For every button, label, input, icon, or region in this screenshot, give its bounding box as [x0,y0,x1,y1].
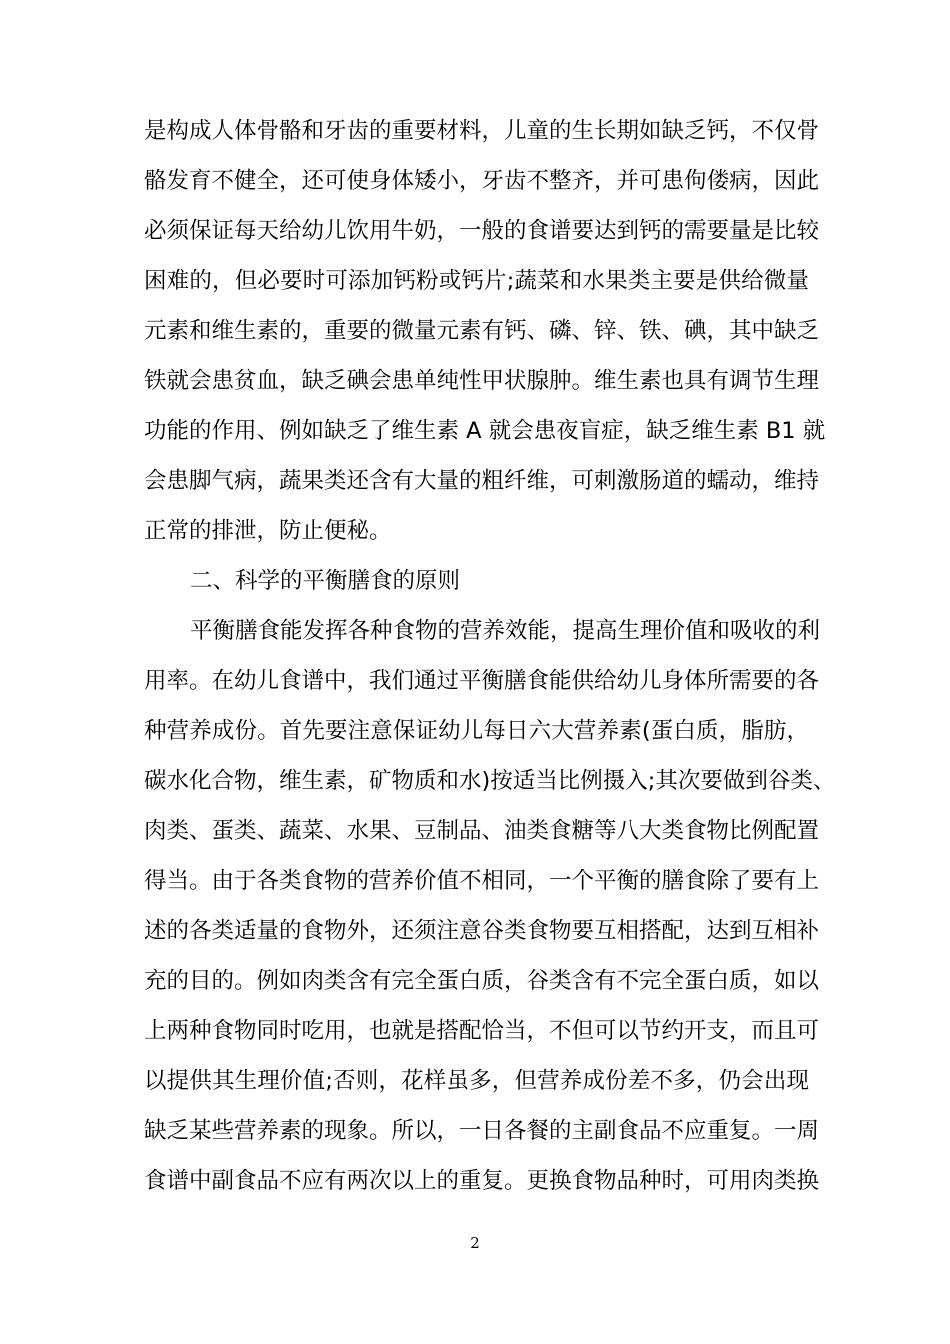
body-text-line: 平衡膳食能发挥各种食物的营养效能，提高生理价值和吸收的利 [190,618,821,644]
body-text-line: 元素和维生素的，重要的微量元素有钙、磷、锌、铁、碘，其中缺乏 [144,318,820,344]
body-text-line: 以提供其生理价值;否则，花样虽多，但营养成份差不多，仍会出现 [144,1068,809,1094]
body-text-line: 必须保证每天给幼儿饮用牛奶，一般的食谱要达到钙的需要量是比较 [144,218,820,244]
body-text-line: 述的各类适量的食物外，还须注意谷类食物要互相搭配，达到互相补 [144,918,820,944]
body-text-line: 上两种食物同时吃用，也就是搭配恰当，不但可以节约开支，而且可 [144,1018,820,1044]
body-text-line: 铁就会患贫血，缺乏碘会患单纯性甲状腺肿。维生素也具有调节生理 [144,368,820,394]
body-text-line: 碳水化合物，维生素，矿物质和水)按适当比例摄入;其次要做到谷类、 [144,768,836,794]
body-text-line: 会患脚气病，蔬果类还含有大量的粗纤维，可刺激肠道的蠕动，维持 [144,468,820,494]
body-text-line: 充的目的。例如肉类含有完全蛋白质，谷类含有不完全蛋白质，如以 [144,968,820,994]
body-text-line: 缺乏某些营养素的现象。所以，一日各餐的主副食品不应重复。一周 [144,1118,820,1144]
page-number: 2 [470,1234,480,1252]
body-text-line: 困难的，但必要时可添加钙粉或钙片;蔬菜和水果类主要是供给微量 [144,268,809,294]
body-text-line: 功能的作用、例如缺乏了维生素 A 就会患夜盲症，缺乏维生素 B1 就 [144,418,826,444]
body-text-line: 食谱中副食品不应有两次以上的重复。更换食物品种时，可用肉类换 [144,1168,820,1194]
body-text-line: 肉类、蛋类、蔬菜、水果、豆制品、油类食糖等八大类食物比例配置 [144,818,820,844]
body-text-line: 得当。由于各类食物的营养价值不相同，一个平衡的膳食除了要有上 [144,868,820,894]
body-text-line: 种营养成份。首先要注意保证幼儿每日六大营养素(蛋白质，脂肪， [144,718,809,744]
body-text-line: 骼发育不健全，还可使身体矮小，牙齿不整齐，并可患佝偻病，因此 [144,168,820,194]
body-text-line: 正常的排泄，防止便秘。 [144,518,392,544]
body-text-line: 用率。在幼儿食谱中，我们通过平衡膳食能供给幼儿身体所需要的各 [144,668,820,694]
body-text-line: 是构成人体骨骼和牙齿的重要材料，儿童的生长期如缺乏钙，不仅骨 [144,118,820,144]
section-heading: 二、科学的平衡膳食的原则 [190,568,461,594]
